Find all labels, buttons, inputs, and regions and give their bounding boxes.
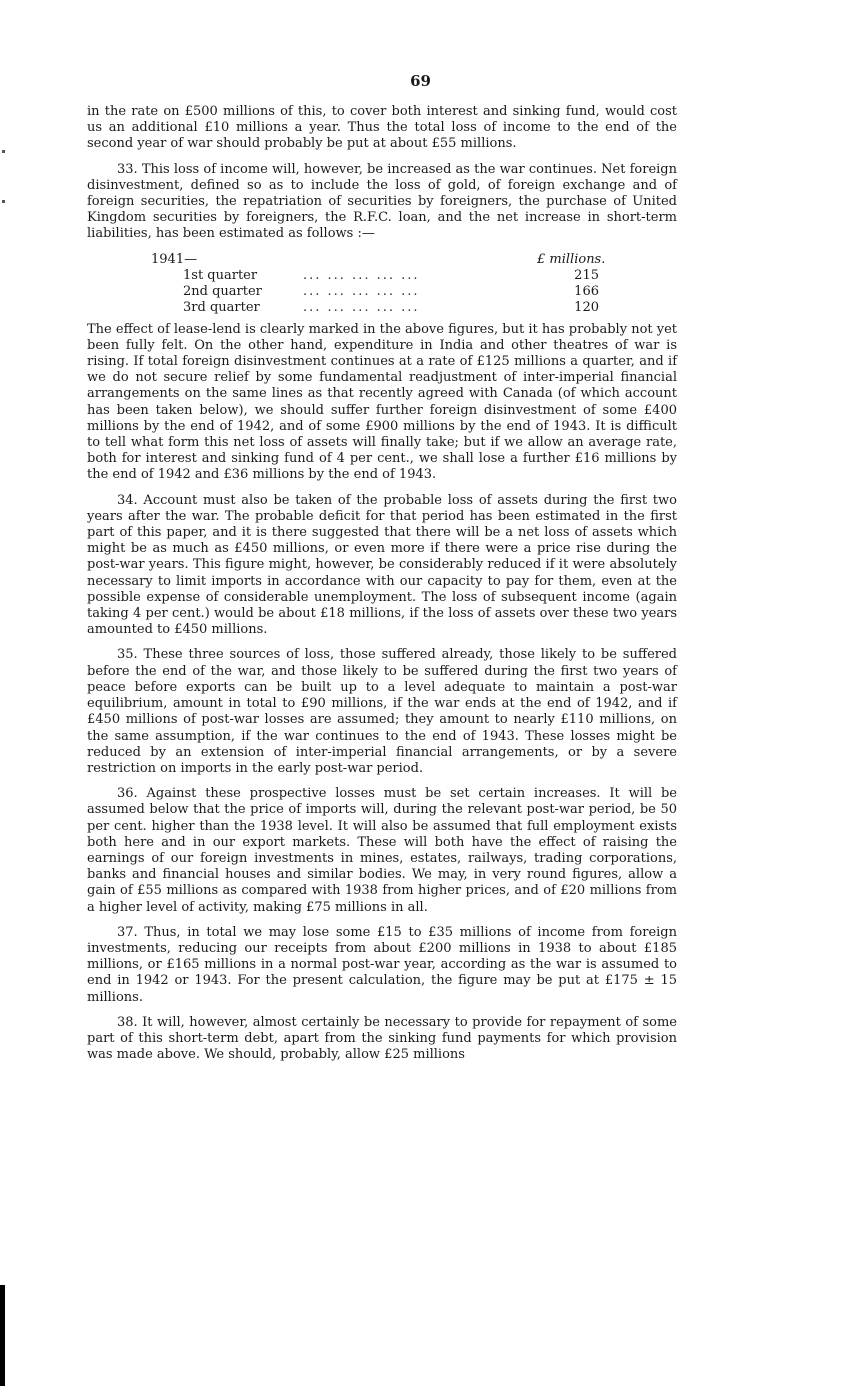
leader-dots: ... ... ... ... ... xyxy=(303,283,420,299)
paragraph-35: 35. These three sources of loss, those suffered already, those likely to be suffered before the end of the war, and those likely to be suffered during the first two years of peace before exports can be built up to a level adequate to maintain a post-war equilibrium, amount in total to £90 millions, if the war ends at the end of 1942, and if £450 millions of post-war losses are assumed; they amount to nearly £110 millions, on the same assumption, if the war continues to the end of 1943. These losses might be reduced by an extension of inter-imperial financial arrangements, or by a severe restriction on imports in the early post-war period. xyxy=(87,647,677,776)
paragraph-33-continued: The effect of lease-lend is clearly marked in the above figures, but it has probably not yet been fully felt. On the other hand, expenditure in India and other theatres of war is rising. If total foreign disinvestment continues at a rate of £125 millions a quarter, and if we do not secure relief by some fundamental readjustment of inter-imperial financial arrangements on the same lines as that recently agreed with Canada (of which account has been taken below), we should suffer further foreign disinvestment of some £400 millions by the end of 1942, and of some £900 millions by the end of 1943. It is difficult to tell what form this net loss of assets will finally take; but if we allow an average rate, both for interest and sinking fund of 4 per cent., we shall lose a further £16 millions by the end of 1942 and £36 millions by the end of 1943. xyxy=(87,321,678,483)
table-unit-label: £ millions. xyxy=(537,251,606,267)
quarter-value: 166 xyxy=(574,283,599,299)
table-year-label: 1941— xyxy=(151,251,198,267)
paragraph-37: 37. Thus, in total we may lose some £15 to £35 millions of income from foreign investments, reducing our receipts from about £200 millions in 1938 to about £185 millions, or £165 millions in a normal post-war year, according as the war is assumed to end in 1942 or 1943. For the present calculation, the figure may be put at £175 ± 15 millions. xyxy=(87,924,677,1005)
paragraph-continuation: in the rate on £500 millions of this, to cover both interest and sinking fund, would cost us an additional £10 millions a year. Thus the total loss of income to the end of the second year of war should probably be put at about £55 millions. xyxy=(87,104,677,152)
table-row xyxy=(87,268,677,284)
quarter-value: 120 xyxy=(574,299,599,315)
document-body xyxy=(87,104,677,1072)
page-number: 69 xyxy=(410,72,431,90)
paragraph-36: 36. Against these prospective losses must be set certain increases. It will be assumed below that the price of imports will, during the relevant post-war period, be 50 per cent. higher than the 1938 level. It will also be assumed that full employment exists both here and in our export markets. These will both have the effect of raising the earnings of our foreign investments in mines, estates, railways, trading corporations, banks and financial houses and similar bodies. We may, in very round figures, allow a gain of £55 millions as compared with 1938 from higher prices, and of £20 millions from a higher level of activity, making £75 millions in all. xyxy=(87,786,677,915)
scan-mark xyxy=(2,200,5,203)
scan-mark xyxy=(2,150,5,153)
table-header xyxy=(87,252,677,268)
table-row xyxy=(87,284,677,300)
quarter-label: 1st quarter xyxy=(183,267,258,283)
paragraph-38: 38. It will, however, almost certainly be necessary to provide for repayment of some part of this short-term debt, apart from the sinking fund payments for which provision was made above. We should, probably, allow £25 millions xyxy=(87,1014,677,1063)
quarter-label: 3rd quarter xyxy=(183,299,260,315)
quarter-value: 215 xyxy=(574,267,599,283)
scan-edge-bar xyxy=(0,1285,5,1386)
paragraph-33: 33. This loss of income will, however, be increased as the war continues. Net foreign disinvestment, defined so as to include the loss of gold, of foreign exchange and of foreign securities, the repatriation of securities by foreigners, the purchase of United Kingdom securities by foreigners, the R.F.C. loan, and the net increase in short-term liabilities, has been estimated as follows :— xyxy=(87,161,677,242)
leader-dots: ... ... ... ... ... xyxy=(303,299,420,315)
table-row xyxy=(87,300,677,316)
paragraph-34: 34. Account must also be taken of the probable loss of assets during the first two years after the war. The probable deficit for that period has been estimated in the first part of this paper, and it is there suggested that there will be a net loss of assets which might be as much as £450 millions, or even more if there were a price rise during the post-war years. This figure might, however, be considerably reduced if it were absolutely necessary to limit imports in accordance with our capacity to pay for them, even at the possible expense of considerable unemployment. The loss of subsequent income (again taking 4 per cent.) would be about £18 millions, if the loss of assets over these two years amounted to £450 millions. xyxy=(87,492,677,638)
quarter-label: 2nd quarter xyxy=(183,283,262,299)
disinvestment-table xyxy=(87,252,677,316)
leader-dots: ... ... ... ... ... xyxy=(303,267,420,283)
